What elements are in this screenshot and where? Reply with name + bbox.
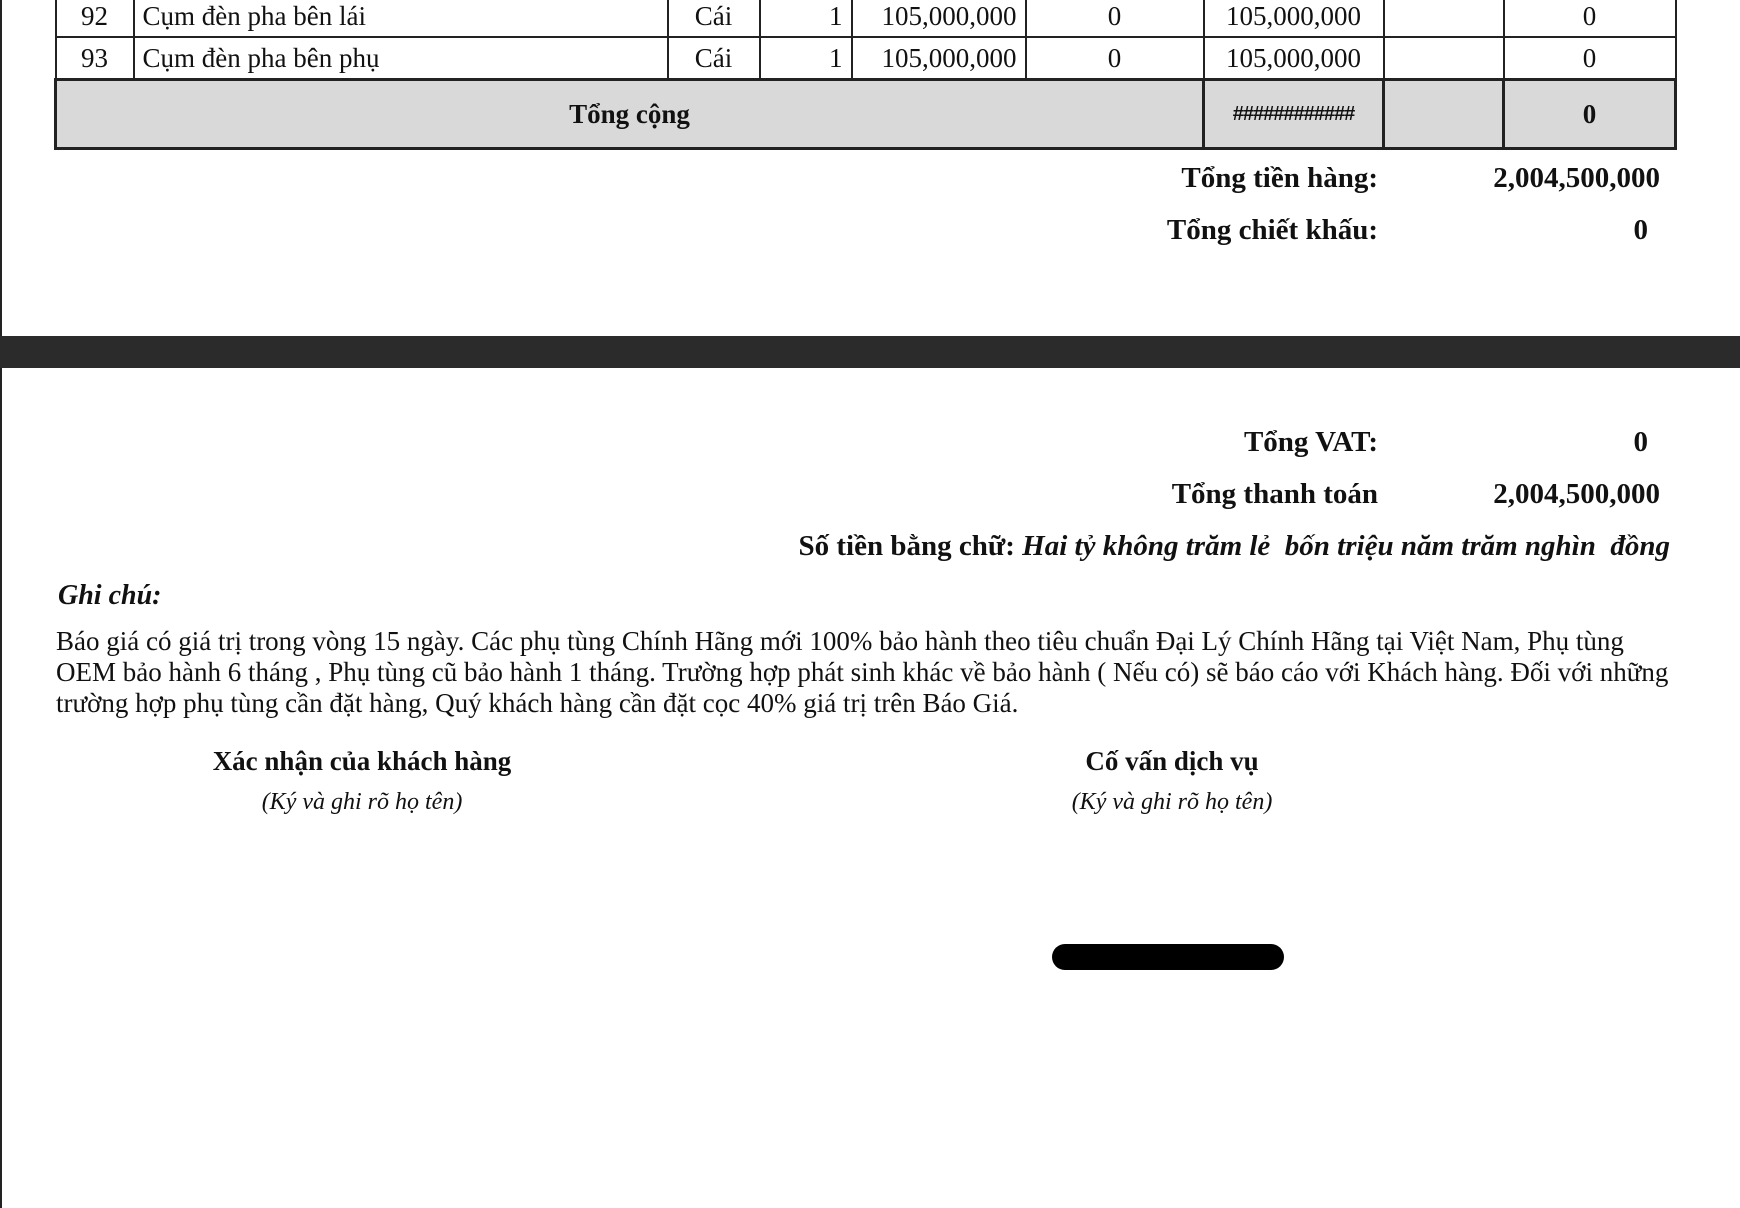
- total-vat: 0: [1504, 80, 1676, 149]
- amount-in-words: [799, 530, 1671, 563]
- redacted-name-mark: [1052, 944, 1284, 970]
- page-bottom-section: [0, 368, 1740, 1208]
- item-blank: [1384, 0, 1504, 37]
- vat-total-value: 0: [1633, 426, 1648, 458]
- total-label: Tổng cộng: [56, 80, 1204, 149]
- item-amount: 105,000,000: [1204, 0, 1384, 37]
- item-quantity: 1: [760, 0, 852, 37]
- discount-total-value: 0: [1633, 214, 1648, 246]
- row-number: 92: [56, 0, 134, 37]
- page-top-section: [0, 0, 1740, 336]
- table-row: [56, 37, 1676, 80]
- advisor-signature-hint: (Ký và ghi rõ họ tên): [1071, 789, 1273, 815]
- advisor-signature-block: [972, 746, 1372, 816]
- total-row: [56, 80, 1676, 149]
- item-unit: Cái: [668, 0, 760, 37]
- goods-total-label: Tổng tiền hàng:: [1181, 162, 1378, 194]
- row-number: 93: [56, 37, 134, 80]
- item-quantity: 1: [760, 37, 852, 80]
- item-discount: 0: [1026, 0, 1204, 37]
- item-discount: 0: [1026, 37, 1204, 80]
- item-unit-price: 105,000,000: [852, 37, 1026, 80]
- item-unit: Cái: [668, 37, 760, 80]
- notes-title: Ghi chú:: [58, 580, 162, 611]
- item-unit-price: 105,000,000: [852, 0, 1026, 37]
- notes-body: Báo giá có giá trị trong vòng 15 ngày. Các phụ tùng Chính Hãng mới 100% bảo hành theo tiêu chuẩn Đại Lý Chính Hãng tại Việt Nam, Phụ tùng OEM bảo hành 6 tháng , Phụ tùng cũ bảo hành 1 tháng. Trường hợp phát sinh khác về bảo hành ( Nếu có) sẽ báo cáo với Khách hàng. Đối với những trường hợp phụ tùng cần đặt hàng, Quý khách hàng cần đặt cọc 40% giá trị trên Báo Giá.: [56, 626, 1669, 718]
- item-amount: 105,000,000: [1204, 37, 1384, 80]
- amount-in-words-label: Số tiền bằng chữ:: [798, 530, 1015, 562]
- customer-signature-block: [162, 746, 562, 816]
- discount-total-label: Tổng chiết khấu:: [1166, 214, 1378, 246]
- item-name: Cụm đèn pha bên phụ: [134, 37, 668, 80]
- advisor-signature-title: Cố vấn dịch vụ: [1085, 746, 1259, 776]
- total-blank: [1384, 80, 1504, 149]
- goods-total-value: 2,004,500,000: [1493, 162, 1660, 194]
- payment-total-label: Tổng thanh toán: [1171, 478, 1378, 510]
- items-table: [54, 0, 1677, 150]
- customer-signature-hint: (Ký và ghi rõ họ tên): [261, 789, 463, 815]
- item-name: Cụm đèn pha bên lái: [134, 0, 668, 37]
- vat-total-label: Tổng VAT:: [1243, 426, 1378, 458]
- item-blank: [1384, 37, 1504, 80]
- table-row: [56, 0, 1676, 37]
- amount-in-words-value: Hai tỷ không trăm lẻ bốn triệu năm trăm nghìn đồng: [1022, 530, 1670, 562]
- payment-total-value: 2,004,500,000: [1493, 478, 1660, 510]
- item-vat: 0: [1504, 37, 1676, 80]
- customer-signature-title: Xác nhận của khách hàng: [212, 746, 512, 776]
- page-break: [0, 336, 1740, 368]
- item-vat: 0: [1504, 0, 1676, 37]
- total-amount: ############: [1204, 80, 1384, 149]
